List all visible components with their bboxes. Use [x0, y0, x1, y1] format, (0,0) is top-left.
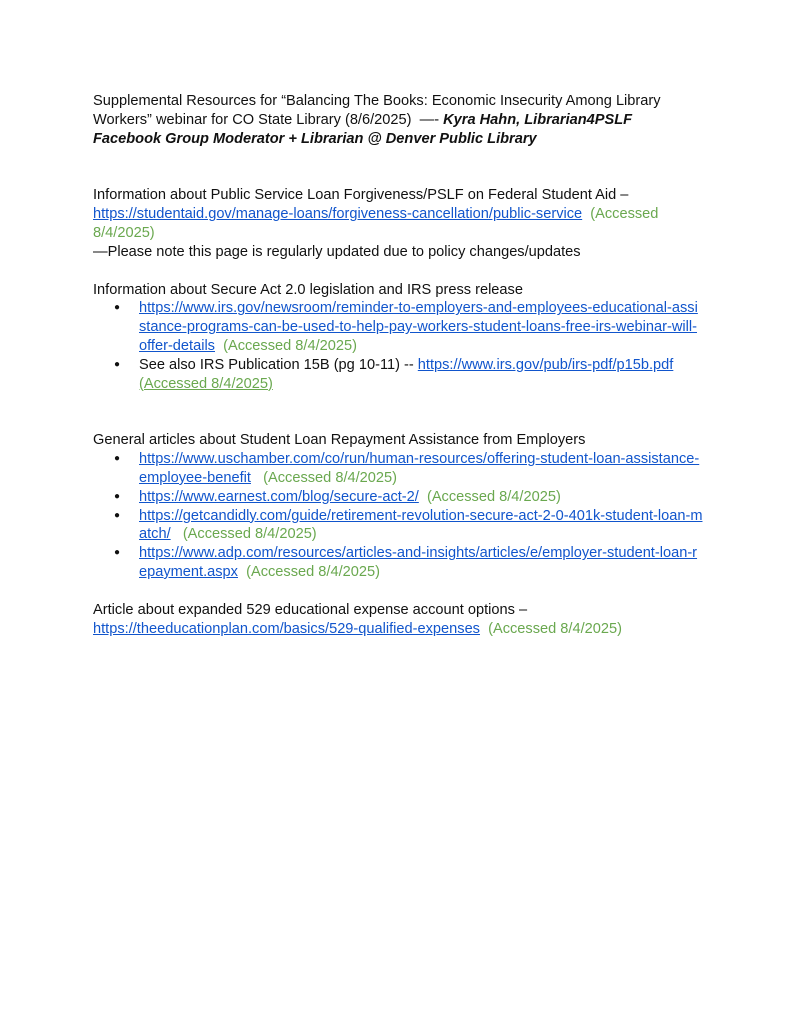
list-item — [93, 299, 703, 355]
accessed-date: (Accessed 8/4/2025) — [93, 206, 659, 241]
section-heading-secure-act: Information about Secure Act 2.0 legislation and IRS press release — [93, 281, 523, 298]
accessed-date: (Accessed 8/4/2025) — [182, 526, 317, 543]
pslf-link[interactable]: https://studentaid.gov/manage-loans/forgiveness-cancellation/public-service — [93, 206, 583, 223]
document-title — [93, 92, 703, 148]
section-heading-general: General articles about Student Loan Repayment Assistance from Employers — [93, 432, 586, 449]
general-articles-list — [93, 450, 703, 582]
section-general-articles — [93, 431, 703, 581]
document-body — [93, 92, 703, 638]
accessed-date: (Accessed 8/4/2025) — [139, 375, 273, 392]
list-item — [93, 488, 703, 507]
pslf-link-line — [93, 205, 703, 243]
accessed-date: (Accessed 8/4/2025) — [426, 488, 561, 505]
section-529 — [93, 601, 703, 639]
irs-pub-prefix: See also IRS Publication 15B (pg 10-11) -- — [139, 356, 414, 373]
section-secure-act — [93, 281, 703, 394]
list-item — [93, 450, 703, 488]
title-dash: —- — [419, 111, 440, 128]
irs-pub-15b-link[interactable]: https://www.irs.gov/pub/irs-pdf/p15b.pdf — [417, 356, 674, 373]
getcandidly-link[interactable]: https://getcandidly.com/guide/retirement-revolution-secure-act-2-0-401k-student-loan-match/ — [139, 507, 703, 543]
accessed-date: (Accessed 8/4/2025) — [246, 563, 380, 580]
uschamber-link[interactable]: https://www.uschamber.com/co/run/human-resources/offering-student-loan-assistance-employee-benefit — [139, 451, 700, 486]
irs-newsroom-link[interactable]: https://www.irs.gov/newsroom/reminder-to-employers-and-employees-educational-assistance-programs-can-be-used-to-help-pay-workers-student-loans-free-irs-webinar-will-offer-details — [139, 300, 698, 354]
list-item — [93, 507, 703, 545]
title-lead: Supplemental Resources for “Balancing The Books: Economic Insecurity Among Library Workers” webinar for CO State Library (8/6/2025) — [93, 93, 661, 128]
earnest-link[interactable]: https://www.earnest.com/blog/secure-act-2/ — [139, 488, 419, 505]
section-pslf — [93, 186, 703, 261]
section-heading-pslf: Information about Public Service Loan Forgiveness/PSLF on Federal Student Aid – — [93, 187, 629, 204]
title-author: Kyra Hahn, Librarian4PSLF Facebook Group Moderator + Librarian @ Denver Public Library — [93, 111, 633, 147]
accessed-date: (Accessed 8/4/2025) — [263, 469, 397, 486]
pslf-note: —Please note this page is regularly updated due to policy changes/updates — [93, 243, 581, 260]
adp-link[interactable]: https://www.adp.com/resources/articles-and-insights/articles/e/employer-student-loan-repayment.aspx — [139, 545, 698, 580]
educationplan-link[interactable]: https://theeducationplan.com/basics/529-qualified-expenses — [93, 620, 480, 637]
accessed-date: (Accessed 8/4/2025) — [223, 337, 357, 354]
accessed-date: (Accessed 8/4/2025) — [488, 620, 622, 637]
secure-act-list — [93, 299, 703, 393]
list-item — [93, 356, 703, 394]
list-item — [93, 544, 703, 582]
section-heading-529: Article about expanded 529 educational expense account options – — [93, 601, 528, 618]
plan529-link-line — [93, 620, 703, 639]
